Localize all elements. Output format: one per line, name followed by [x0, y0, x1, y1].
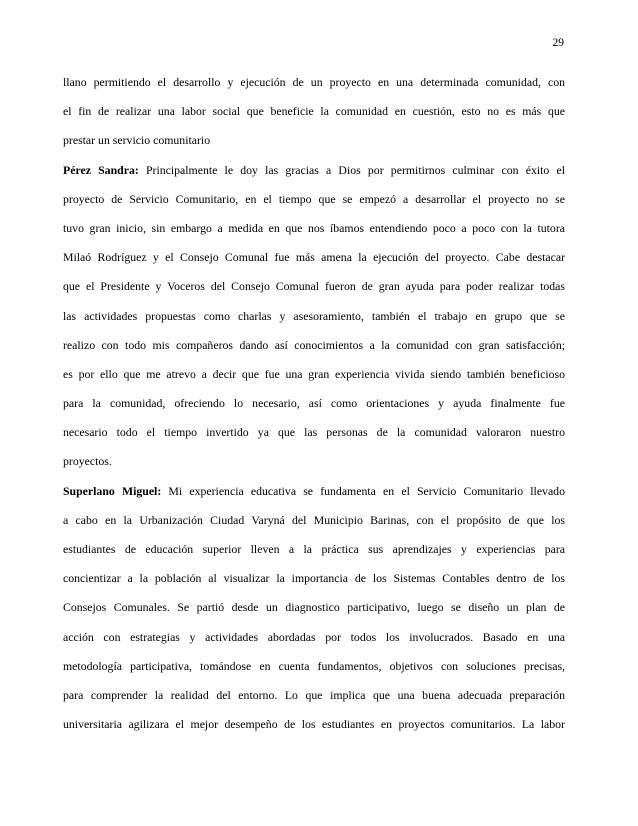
line-text: Principalmente le doy las gracias a Dios por permitirnos culminar con éxito el: [138, 162, 565, 177]
line-text: Mi experiencia educativa se fundamenta en el Servicio Comunitario llevado: [161, 483, 565, 498]
line-text: necesario todo el tiempo invertido ya que las personas de la comunidad valoraron nuestro: [63, 425, 565, 440]
text-line: [63, 593, 565, 622]
line-text: estudiantes de educación superior lleven a la práctica sus aprendizajes y experiencias para: [63, 542, 565, 556]
text-line: [63, 710, 565, 739]
line-text: tuvo gran inicio, sin embargo a medida en que nos íbamos entendiendo poco a poco con la tutora: [63, 220, 565, 235]
line-text: metodología participativa, tomándose en cuenta fundamentos, objetivos con soluciones precisas,: [63, 658, 565, 673]
text-line: [63, 477, 565, 506]
text-line: [63, 214, 565, 243]
document-body: [63, 68, 565, 739]
text-line: [63, 68, 565, 97]
text-line: [63, 126, 565, 155]
line-text: Consejos Comunales. Se partió desde un diagnostico participativo, luego se diseño un plan de: [63, 600, 565, 615]
line-text: que el Presidente y Voceros del Consejo Comunal fueron de gran ayuda para poder realizar todas: [63, 279, 565, 294]
page-number: 29: [552, 37, 564, 49]
text-line: [63, 564, 565, 593]
text-line: [63, 623, 565, 652]
line-text: es por ello que me atrevo a decir que fue una gran experiencia vivida siendo también beneficioso: [63, 366, 565, 381]
text-line: [63, 97, 565, 126]
line-text: para la comunidad, ofreciendo lo necesario, así como orientaciones y ayuda finalmente fue: [63, 396, 565, 411]
text-line: [63, 535, 565, 564]
speaker-name: Superlano Miguel:: [63, 483, 162, 498]
line-text: prestar un servicio comunitario: [63, 133, 211, 148]
speaker-name: Pérez Sandra:: [63, 162, 139, 177]
text-line: [63, 506, 565, 535]
text-line: [63, 681, 565, 710]
line-text: realizo con todo mis compañeros dando así conocimientos a la comunidad con gran satisfacción;: [63, 337, 565, 352]
text-line: [63, 360, 565, 389]
text-line: [63, 156, 565, 185]
line-text: Milaó Rodríguez y el Consejo Comunal fue más amena la ejecución del proyecto. Cabe destacar: [63, 250, 565, 265]
text-line: [63, 243, 565, 272]
line-text: universitaria agilizara el mejor desempeño de los estudiantes en proyectos comunitarios. La labor: [63, 717, 565, 732]
text-line: [63, 652, 565, 681]
text-line: [63, 272, 565, 301]
text-line: [63, 185, 565, 214]
line-text: proyecto de Servicio Comunitario, en el tiempo que se empezó a desarrollar el proyecto no se: [63, 191, 565, 206]
line-text: a cabo en la Urbanización Ciudad Varyná del Municipio Barinas, con el propósito de que los: [63, 512, 565, 527]
line-text: para comprender la realidad del entorno. Lo que implica que una buena adecuada preparación: [63, 687, 565, 702]
text-line: [63, 331, 565, 360]
line-text: acción con estrategias y actividades abordadas por todos los involucrados. Basado en una: [63, 629, 565, 644]
line-text: proyectos.: [63, 454, 112, 469]
text-line: [63, 447, 565, 476]
text-line: [63, 418, 565, 447]
line-text: llano permitiendo el desarrollo y ejecución de un proyecto en una determinada comunidad, con: [63, 75, 565, 89]
line-text: el fin de realizar una labor social que beneficie la comunidad en cuestión, esto no es más que: [63, 104, 565, 119]
text-line: [63, 389, 565, 418]
line-text: las actividades propuestas como charlas y asesoramiento, también el trabajo en grupo que se: [63, 308, 565, 323]
text-line: [63, 302, 565, 331]
line-text: concientizar a la población al visualizar la importancia de los Sistemas Contables dentro de los: [63, 571, 565, 586]
